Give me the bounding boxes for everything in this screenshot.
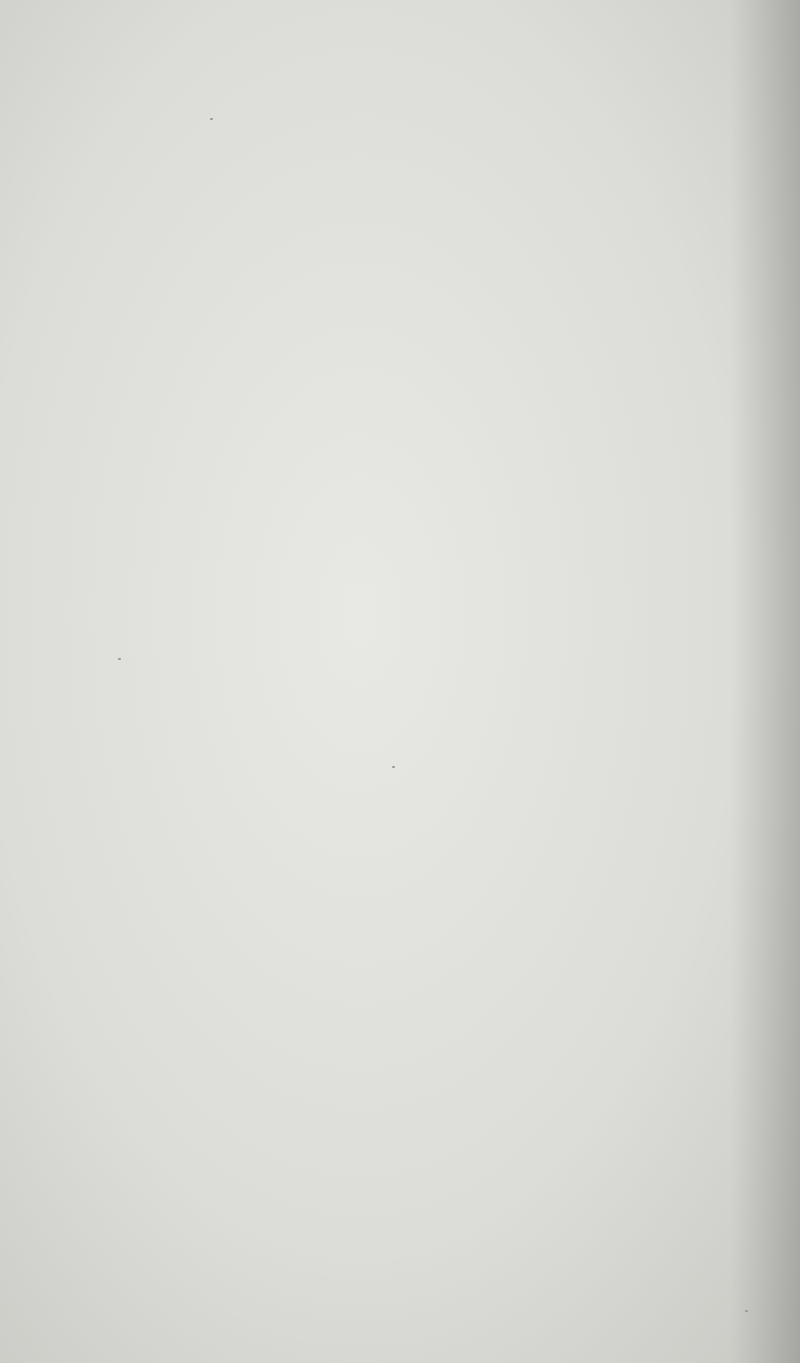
scan-speck [745,1310,748,1312]
scan-speck [210,118,213,120]
page-edge-shadow [730,0,800,1363]
scan-speck [118,658,121,660]
scan-speck [392,766,395,768]
